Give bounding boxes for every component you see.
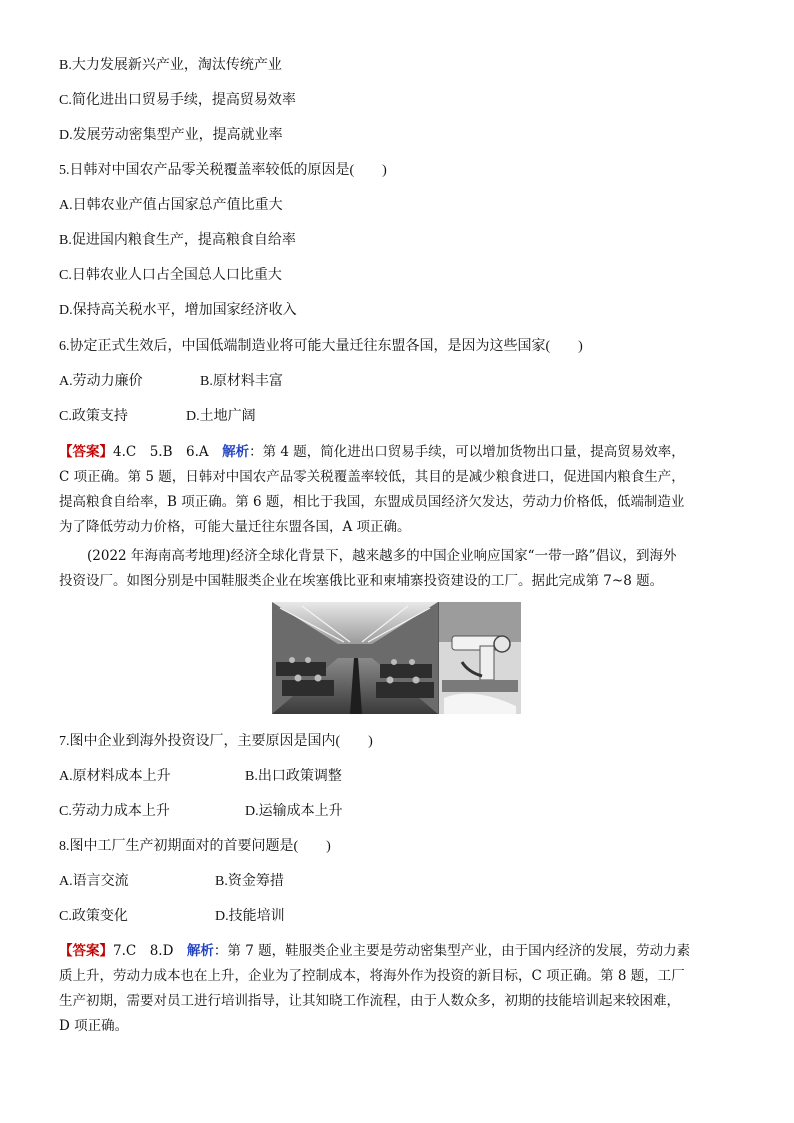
answer-block-2 [59, 939, 735, 1039]
q8-option-a: A.语言交流 [59, 874, 129, 889]
answer-label: 【答案】 [59, 444, 113, 460]
q4-option-d: D.发展劳动密集型产业，提高就业率 [59, 128, 283, 143]
explanation-text: 为了降低劳动力价格，可能大量迁往东盟各国，A 项正确。 [59, 519, 411, 535]
q6-stem: 6.协定正式生效后，中国低端制造业将可能大量迁往东盟各国，是因为这些国家( ) [59, 339, 583, 354]
explanation-text: D 项正确。 [59, 1018, 129, 1034]
answer-keys: 7.C 8.D [113, 943, 187, 959]
q6-option-b: B.原材料丰富 [200, 374, 283, 389]
q5-stem: 5.日韩对中国农产品零关税覆盖率较低的原因是( ) [59, 163, 387, 178]
q5-option-c: C.日韩农业人口占全国总人口比重大 [59, 268, 282, 283]
q8-stem: 8.图中工厂生产初期面对的首要问题是( ) [59, 839, 331, 854]
explanation-text: 提高粮食自给率，B 项正确。第 6 题，相比于我国，东盟成员国经济欠发达，劳动力价格低，低端制造业 [59, 494, 685, 510]
q4-option-b: B.大力发展新兴产业，淘汰传统产业 [59, 58, 282, 73]
answer-label: 【答案】 [59, 943, 113, 959]
q4-option-c: C.简化进出口贸易手续，提高贸易效率 [59, 93, 296, 108]
q7-option-a: A.原材料成本上升 [59, 769, 171, 784]
answer-keys: 4.C 5.B 6.A [113, 444, 223, 460]
explanation-label: 解析 [186, 943, 214, 959]
explanation-label: 解析 [222, 444, 250, 460]
answer-block-1 [59, 440, 735, 540]
q7-option-c: C.劳动力成本上升 [59, 804, 170, 819]
q6-option-d: D.土地广阔 [186, 409, 256, 424]
factory-photo-illustration [272, 602, 521, 714]
factory-photo [272, 602, 521, 714]
q7-option-b: B.出口政策调整 [245, 769, 342, 784]
material-intro [59, 544, 735, 594]
material-intro-line: (2022 年海南高考地理)经济全球化背景下，越来越多的中国企业响应国家“一带一路”倡议，到海外 [87, 548, 677, 564]
q6-option-a: A.劳动力廉价 [59, 374, 143, 389]
q5-option-b: B.促进国内粮食生产，提高粮食自给率 [59, 233, 296, 248]
q8-option-d: D.技能培训 [215, 909, 285, 924]
q6-option-c: C.政策支持 [59, 409, 128, 424]
material-intro-line: 投资设厂。如图分别是中国鞋服类企业在埃塞俄比亚和柬埔寨投资建设的工厂。据此完成第 7~8 题。 [59, 573, 664, 589]
q7-stem: 7.图中企业到海外投资设厂，主要原因是国内( ) [59, 734, 373, 749]
q5-option-a: A.日韩农业产值占国家总产值比重大 [59, 198, 283, 213]
explanation-text: ：第 7 题，鞋服类企业主要是劳动密集型产业，由于国内经济的发展，劳动力素 [213, 943, 691, 959]
q7-option-d: D.运输成本上升 [245, 804, 343, 819]
explanation-text: ：第 4 题，简化进出口贸易手续，可以增加货物出口量，提高贸易效率， [249, 444, 685, 460]
q8-option-b: B.资金筹措 [215, 874, 284, 889]
explanation-text: 生产初期，需要对员工进行培训指导，让其知晓工作流程，由于人数众多，初期的技能培训起来较困难， [59, 993, 680, 1009]
explanation-text: C 项正确。第 5 题，日韩对中国农产品零关税覆盖率较低，其目的是减少粮食进口，促进国内粮食生产， [59, 469, 685, 485]
q5-option-d: D.保持高关税水平，增加国家经济收入 [59, 303, 297, 318]
q8-option-c: C.政策变化 [59, 909, 128, 924]
explanation-text: 质上升，劳动力成本也在上升，企业为了控制成本，将海外作为投资的新目标，C 项正确。第 8 题，工厂 [59, 968, 685, 984]
